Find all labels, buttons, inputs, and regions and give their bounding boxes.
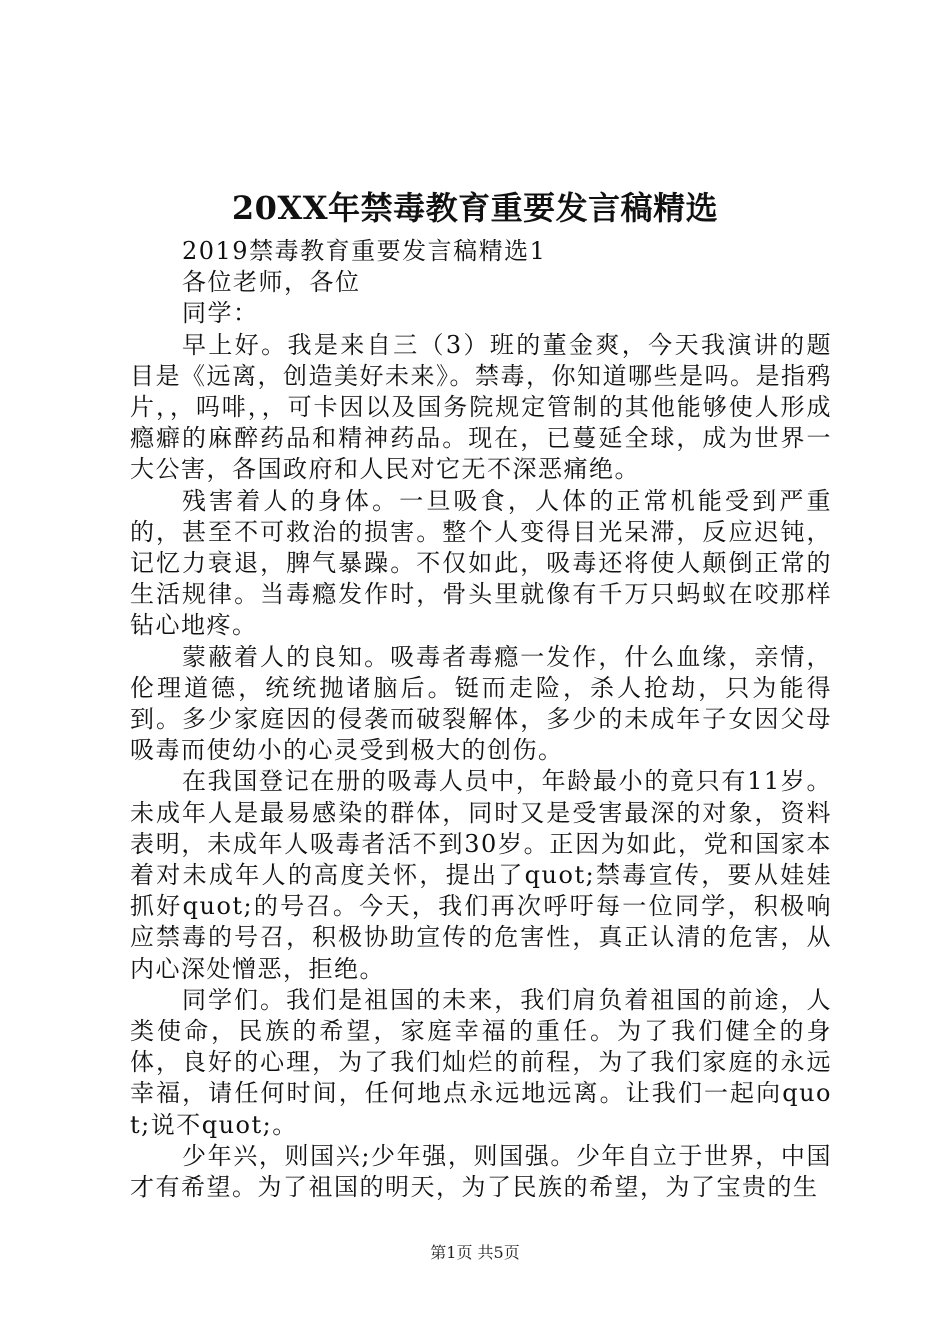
- salutation-line: 同学：: [182, 299, 259, 328]
- document-body: [130, 236, 832, 1203]
- page-footer: 第1页 共5页: [430, 1243, 520, 1262]
- salutation-line: 各位老师，各位: [182, 268, 361, 297]
- body-paragraph: 少年兴，则国兴;少年强，则国强。少年自立于世界，中国才有希望。为了祖国的明天，为了民族的希望，为了宝贵的生: [130, 1141, 832, 1202]
- body-paragraph: 残害着人的身体。一旦吸食，人体的正常机能受到严重的，甚至不可救治的损害。整个人变得目光呆滞，反应迟钝，记忆力衰退，脾气暴躁。不仅如此，吸毒还将使人颠倒正常的生活规律。当毒瘾发作时，骨头里就像有千万只蚂蚁在咬那样钻心地疼。: [130, 486, 832, 640]
- document-title: 20XX年禁毒教育重要发言稿精选: [231, 189, 719, 227]
- body-paragraph: 早上好。我是来自三（3）班的董金爽，今天我演讲的题目是《远离，创造美好未来》。禁毒，你知道哪些是吗。是指鸦片，，吗啡，，可卡因以及国务院规定管制的其他能够使人形成瘾癖的麻醉药品和精神药品。现在，已蔓延全球，成为世界一大公害，各国政府和人民对它无不深恶痛绝。: [130, 330, 832, 484]
- subtitle-line: 2019禁毒教育重要发言稿精选1: [182, 237, 547, 265]
- body-paragraph: 在我国登记在册的吸毒人员中，年龄最小的竟只有11岁。未成年人是最易感染的群体，同时又是受害最深的对象，资料表明，未成年人吸毒者活不到30岁。正因为如此，党和国家本着对未成年人的高度关怀，提出了quot;禁毒宣传，要从娃娃抓好quot;的号召。今天，我们再次呼吁每一位同学，积极响应禁毒的号召，积极协助宣传的危害性，真正认清的危害，从内心深处憎恶，拒绝。: [130, 767, 832, 983]
- body-paragraph: 蒙蔽着人的良知。吸毒者毒瘾一发作，什么血缘，亲情，伦理道德，统统抛诸脑后。铤而走险，杀人抢劫，只为能得到。多少家庭因的侵袭而破裂解体，多少的未成年子女因父母吸毒而使幼小的心灵受到极大的创伤。: [130, 642, 832, 765]
- body-paragraph: 同学们。我们是祖国的未来，我们肩负着祖国的前途，人类使命，民族的希望，家庭幸福的重任。为了我们健全的身体，良好的心理，为了我们灿烂的前程，为了我们家庭的永远幸福，请任何时间，任何地点永远地远离。让我们一起向quot;说不quot;。: [130, 985, 832, 1139]
